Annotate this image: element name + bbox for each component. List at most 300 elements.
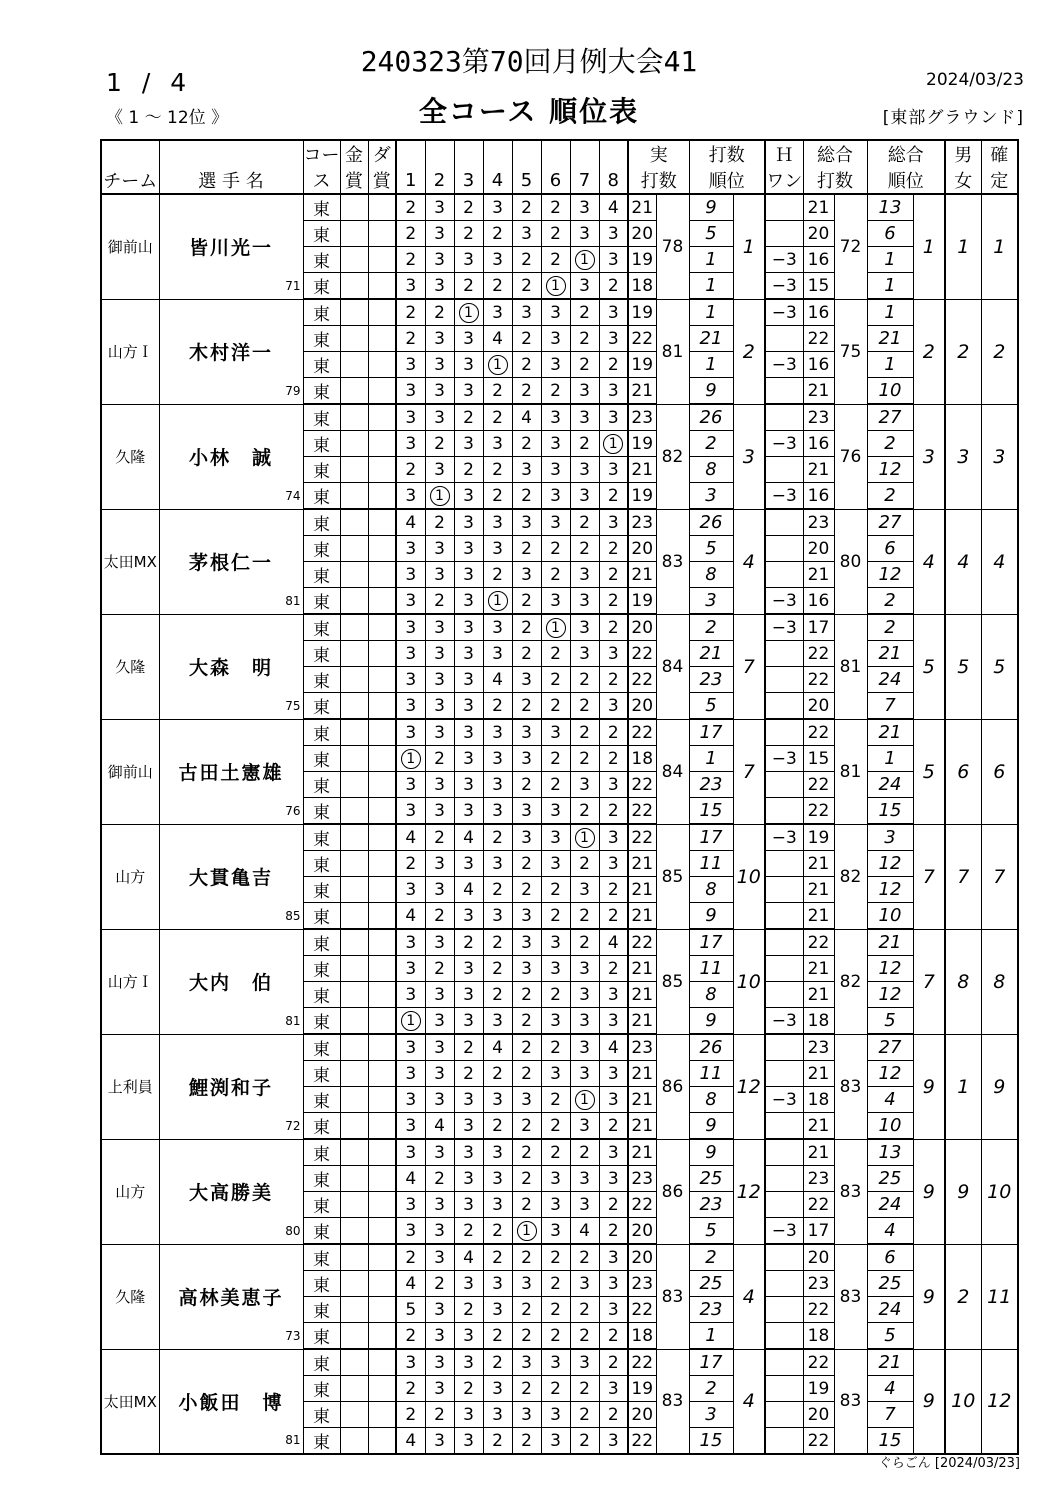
hole-score: 2 <box>570 1297 599 1323</box>
h-one-adjust <box>765 1244 803 1271</box>
gender-rank: 2 <box>945 1244 981 1349</box>
hole-score: 2 <box>570 719 599 746</box>
net-strokes: 22 <box>803 772 834 798</box>
h-one-adjust <box>765 194 803 221</box>
course-cell: 東 <box>303 221 340 247</box>
hole-score: 3 <box>425 562 454 588</box>
hole-score: 2 <box>512 877 541 903</box>
da-prize-cell <box>368 1113 396 1140</box>
gold-prize-cell <box>340 1034 368 1061</box>
hole-score: 4 <box>396 824 425 851</box>
hole-score: 2 <box>512 1008 541 1035</box>
hole-score: 3 <box>396 536 425 562</box>
hole-score: 2 <box>570 1139 599 1166</box>
h-one-adjust: −3 <box>765 614 803 641</box>
round-rank: 9 <box>689 1008 733 1035</box>
h-one-adjust: −3 <box>765 299 803 326</box>
hole-score: 2 <box>541 1271 570 1297</box>
player-handicap: 72 <box>285 1118 301 1133</box>
hole-score: 2 <box>541 194 570 221</box>
col-h-bottom: ワン <box>765 167 803 194</box>
hole-score: 2 <box>512 483 541 510</box>
net-rank: 2 <box>867 483 913 510</box>
net-rank: 12 <box>867 457 913 483</box>
total-rank: 9 <box>913 1034 945 1139</box>
table-row <box>101 1244 1018 1271</box>
hole-score: 3 <box>454 1008 483 1035</box>
hole-score: 3 <box>454 719 483 746</box>
hole-score: 3 <box>454 1087 483 1113</box>
round-strokes: 19 <box>628 483 656 510</box>
hole-score: 2 <box>396 1402 425 1428</box>
hole-score: 2 <box>483 221 512 247</box>
hole-score: 4 <box>483 1034 512 1061</box>
hole-score: 3 <box>599 1166 628 1192</box>
team-name: 久隆 <box>101 1244 159 1349</box>
hole-score: 3 <box>425 1034 454 1061</box>
hole-score: 2 <box>570 929 599 956</box>
hole-score: 2 <box>454 929 483 956</box>
round-rank: 3 <box>689 1402 733 1428</box>
hole-score: 2 <box>541 877 570 903</box>
hole-score: 3 <box>425 1428 454 1455</box>
hole-score: 3 <box>570 641 599 667</box>
final-rank: 6 <box>981 719 1018 824</box>
course-cell: 東 <box>303 1087 340 1113</box>
col-hole-8: 8 <box>599 167 628 194</box>
hole-score: 2 <box>483 1113 512 1140</box>
course-cell: 東 <box>303 1244 340 1271</box>
round-rank: 1 <box>689 352 733 378</box>
hole-score: 3 <box>599 772 628 798</box>
net-rank: 12 <box>867 982 913 1008</box>
hole-score <box>396 1008 425 1035</box>
team-name: 御前山 <box>101 719 159 824</box>
total-strokes: 83 <box>834 1244 867 1349</box>
da-prize-cell <box>368 404 396 431</box>
hole-score: 3 <box>454 1113 483 1140</box>
da-prize-cell <box>368 1349 396 1376</box>
player-name <box>159 1139 303 1244</box>
hole-score: 3 <box>570 1008 599 1035</box>
hole-score: 3 <box>512 1349 541 1376</box>
table-row <box>101 299 1018 326</box>
round-strokes: 23 <box>628 404 656 431</box>
net-strokes: 21 <box>803 562 834 588</box>
hole-score: 3 <box>454 614 483 641</box>
hole-score: 4 <box>454 877 483 903</box>
actual-rank: 7 <box>733 719 765 824</box>
gold-prize-cell <box>340 877 368 903</box>
hole-score: 3 <box>454 509 483 536</box>
course-cell: 東 <box>303 1323 340 1350</box>
hole-score: 3 <box>454 483 483 510</box>
hole-score: 3 <box>512 824 541 851</box>
course-cell: 東 <box>303 851 340 877</box>
hole-score: 2 <box>396 299 425 326</box>
net-strokes: 21 <box>803 877 834 903</box>
round-strokes: 21 <box>628 877 656 903</box>
table-row <box>101 1034 1018 1061</box>
total-strokes: 75 <box>834 299 867 404</box>
hole-score: 2 <box>425 588 454 615</box>
total-rank: 4 <box>913 509 945 614</box>
hole-score: 2 <box>425 299 454 326</box>
total-rank: 9 <box>913 1349 945 1454</box>
hole-score: 2 <box>454 1297 483 1323</box>
col-confirm-bottom: 定 <box>981 167 1018 194</box>
hole-score: 3 <box>425 719 454 746</box>
round-strokes: 19 <box>628 431 656 457</box>
net-strokes: 22 <box>803 1192 834 1218</box>
h-one-adjust: −3 <box>765 746 803 772</box>
hole-score: 3 <box>512 719 541 746</box>
gold-prize-cell <box>340 772 368 798</box>
h-one-adjust: −3 <box>765 352 803 378</box>
h-one-adjust <box>765 457 803 483</box>
gold-prize-cell <box>340 1323 368 1350</box>
net-strokes: 21 <box>803 1113 834 1140</box>
hole-score: 2 <box>512 1428 541 1455</box>
net-rank: 24 <box>867 1297 913 1323</box>
da-prize-cell <box>368 352 396 378</box>
hole-score: 2 <box>483 956 512 982</box>
hole-score <box>541 273 570 300</box>
round-rank: 25 <box>689 1166 733 1192</box>
hole-score: 3 <box>483 641 512 667</box>
round-rank: 23 <box>689 1192 733 1218</box>
final-rank: 10 <box>981 1139 1018 1244</box>
gold-prize-cell <box>340 929 368 956</box>
round-rank: 3 <box>689 588 733 615</box>
hole-score: 2 <box>454 221 483 247</box>
round-strokes: 22 <box>628 1192 656 1218</box>
venue-label: [東部グラウンド] <box>882 108 1024 128</box>
gold-prize-cell <box>340 1087 368 1113</box>
hole-score: 2 <box>483 1061 512 1087</box>
hole-score: 3 <box>396 483 425 510</box>
gold-prize-cell <box>340 1244 368 1271</box>
course-cell: 東 <box>303 614 340 641</box>
hole-score: 2 <box>483 562 512 588</box>
course-cell: 東 <box>303 719 340 746</box>
hole-score: 2 <box>541 1297 570 1323</box>
hole-score: 4 <box>512 404 541 431</box>
course-cell: 東 <box>303 1166 340 1192</box>
net-strokes: 16 <box>803 299 834 326</box>
round-strokes: 19 <box>628 1376 656 1402</box>
hole-score: 3 <box>541 1218 570 1245</box>
hole-score: 2 <box>483 929 512 956</box>
total-rank: 7 <box>913 929 945 1034</box>
hole-score: 3 <box>483 1402 512 1428</box>
gold-prize-cell <box>340 824 368 851</box>
course-cell: 東 <box>303 824 340 851</box>
hole-score: 2 <box>483 1244 512 1271</box>
course-cell: 東 <box>303 562 340 588</box>
total-rank: 1 <box>913 194 945 299</box>
player-handicap: 80 <box>285 1223 301 1238</box>
hole-score: 3 <box>425 641 454 667</box>
h-one-adjust <box>765 956 803 982</box>
actual-total: 85 <box>656 824 689 929</box>
hole-score: 2 <box>541 562 570 588</box>
net-rank: 15 <box>867 1428 913 1455</box>
rank-range: 《 1 ～ 12位 》 <box>106 108 229 128</box>
footer-credit: ぐらごん [2024/03/23] <box>878 1456 1020 1471</box>
hole-score: 3 <box>512 956 541 982</box>
hole-score: 3 <box>541 1428 570 1455</box>
net-rank: 1 <box>867 273 913 300</box>
net-strokes: 21 <box>803 1061 834 1087</box>
net-strokes: 21 <box>803 851 834 877</box>
gold-prize-cell <box>340 798 368 825</box>
round-strokes: 18 <box>628 746 656 772</box>
hole-score: 2 <box>541 1139 570 1166</box>
hole-score: 3 <box>425 614 454 641</box>
team-name: 久隆 <box>101 614 159 719</box>
player-name-text: 茅根仁一 <box>188 552 273 574</box>
da-prize-cell <box>368 299 396 326</box>
hole-score: 2 <box>512 536 541 562</box>
hole-score: 3 <box>541 719 570 746</box>
player-handicap: 76 <box>285 803 301 818</box>
hole-score: 3 <box>425 798 454 825</box>
total-rank: 5 <box>913 614 945 719</box>
da-prize-cell <box>368 929 396 956</box>
final-rank: 4 <box>981 509 1018 614</box>
net-rank: 4 <box>867 1376 913 1402</box>
hole-score: 2 <box>483 1323 512 1350</box>
hole-score: 3 <box>454 352 483 378</box>
net-rank: 15 <box>867 798 913 825</box>
net-rank: 1 <box>867 299 913 326</box>
gender-rank: 7 <box>945 824 981 929</box>
da-prize-cell <box>368 1376 396 1402</box>
hole-score: 3 <box>599 824 628 851</box>
h-one-adjust: −3 <box>765 1218 803 1245</box>
da-prize-cell <box>368 1244 396 1271</box>
course-cell: 東 <box>303 1428 340 1455</box>
hole-score: 3 <box>425 851 454 877</box>
hole-score: 2 <box>483 273 512 300</box>
net-strokes: 22 <box>803 929 834 956</box>
hole-score: 2 <box>541 982 570 1008</box>
da-prize-cell <box>368 247 396 273</box>
course-cell: 東 <box>303 1349 340 1376</box>
round-strokes: 21 <box>628 1139 656 1166</box>
hole-score: 3 <box>541 326 570 352</box>
course-cell: 東 <box>303 1192 340 1218</box>
hole-score: 2 <box>512 1192 541 1218</box>
hole-score: 4 <box>396 1166 425 1192</box>
round-strokes: 22 <box>628 1428 656 1455</box>
gold-prize-cell <box>340 1218 368 1245</box>
hole-score: 5 <box>396 1297 425 1323</box>
hole-score: 3 <box>396 1113 425 1140</box>
gold-prize-cell <box>340 536 368 562</box>
course-cell: 東 <box>303 457 340 483</box>
h-one-adjust <box>765 1271 803 1297</box>
hole-score: 3 <box>570 772 599 798</box>
hole-score: 2 <box>425 903 454 930</box>
round-rank: 9 <box>689 1139 733 1166</box>
hole-score: 3 <box>454 641 483 667</box>
net-strokes: 19 <box>803 824 834 851</box>
hole-score: 3 <box>454 1402 483 1428</box>
net-rank: 2 <box>867 614 913 641</box>
hole-score: 3 <box>483 1376 512 1402</box>
net-rank: 6 <box>867 536 913 562</box>
round-rank: 21 <box>689 641 733 667</box>
hole-score: 2 <box>454 1376 483 1402</box>
net-rank: 21 <box>867 641 913 667</box>
player-name-text: 高林美恵子 <box>178 1287 284 1309</box>
hole-score: 4 <box>425 1113 454 1140</box>
hole-score <box>570 247 599 273</box>
net-strokes: 20 <box>803 221 834 247</box>
hole-score: 2 <box>396 1376 425 1402</box>
h-one-adjust <box>765 641 803 667</box>
hole-score: 2 <box>512 1113 541 1140</box>
hole-in-one-mark: 1 <box>546 276 566 296</box>
hole-score: 3 <box>483 1166 512 1192</box>
team-name: 山方 <box>101 824 159 929</box>
hole-score: 3 <box>599 982 628 1008</box>
hole-score: 3 <box>396 667 425 693</box>
round-rank: 8 <box>689 877 733 903</box>
col-actual-bottom: 打数 <box>628 167 689 194</box>
hole-score: 2 <box>599 1323 628 1350</box>
round-rank: 11 <box>689 956 733 982</box>
round-strokes: 20 <box>628 1244 656 1271</box>
hole-score: 3 <box>570 1061 599 1087</box>
round-strokes: 21 <box>628 194 656 221</box>
round-rank: 23 <box>689 1297 733 1323</box>
hole-score: 3 <box>512 299 541 326</box>
round-rank: 2 <box>689 1244 733 1271</box>
hole-score: 3 <box>396 982 425 1008</box>
hole-score: 2 <box>483 378 512 405</box>
final-rank: 7 <box>981 824 1018 929</box>
hole-score: 3 <box>454 1192 483 1218</box>
net-strokes: 21 <box>803 1139 834 1166</box>
hole-in-one-mark: 1 <box>603 434 623 454</box>
hole-score: 4 <box>396 1271 425 1297</box>
course-cell: 東 <box>303 299 340 326</box>
hole-score: 3 <box>599 326 628 352</box>
round-strokes: 22 <box>628 667 656 693</box>
net-strokes: 18 <box>803 1008 834 1035</box>
total-rank: 9 <box>913 1139 945 1244</box>
hole-score: 3 <box>599 1271 628 1297</box>
gold-prize-cell <box>340 1402 368 1428</box>
hole-score: 3 <box>425 1297 454 1323</box>
hole-score: 2 <box>425 956 454 982</box>
hole-in-one-mark: 1 <box>488 355 508 375</box>
total-strokes: 81 <box>834 614 867 719</box>
gender-rank: 3 <box>945 404 981 509</box>
hole-score: 3 <box>454 851 483 877</box>
col-hole-2: 2 <box>425 167 454 194</box>
hole-score: 3 <box>396 772 425 798</box>
hole-score: 2 <box>512 641 541 667</box>
net-rank: 6 <box>867 1244 913 1271</box>
h-one-adjust: −3 <box>765 588 803 615</box>
hole-score <box>483 588 512 615</box>
hole-score: 3 <box>483 903 512 930</box>
round-strokes: 21 <box>628 562 656 588</box>
round-rank: 2 <box>689 431 733 457</box>
hole-score: 3 <box>570 273 599 300</box>
net-rank: 10 <box>867 903 913 930</box>
hole-score <box>570 824 599 851</box>
hole-score: 3 <box>396 1192 425 1218</box>
hole-score: 2 <box>570 299 599 326</box>
hole-score: 3 <box>396 1139 425 1166</box>
actual-total: 84 <box>656 614 689 719</box>
gender-rank: 1 <box>945 194 981 299</box>
h-one-adjust: −3 <box>765 1087 803 1113</box>
hole-score: 4 <box>454 1244 483 1271</box>
hole-score: 3 <box>599 1061 628 1087</box>
round-rank: 1 <box>689 273 733 300</box>
net-strokes: 22 <box>803 667 834 693</box>
net-strokes: 15 <box>803 746 834 772</box>
net-strokes: 16 <box>803 352 834 378</box>
hole-score: 2 <box>599 588 628 615</box>
hole-score: 2 <box>425 824 454 851</box>
round-rank: 1 <box>689 247 733 273</box>
hole-score: 2 <box>541 1376 570 1402</box>
course-cell: 東 <box>303 1218 340 1245</box>
h-one-adjust: −3 <box>765 1008 803 1035</box>
hole-in-one-mark: 1 <box>430 486 450 506</box>
hole-score: 3 <box>454 247 483 273</box>
actual-total: 81 <box>656 299 689 404</box>
total-rank: 2 <box>913 299 945 404</box>
gold-prize-cell <box>340 431 368 457</box>
actual-rank: 1 <box>733 194 765 299</box>
hole-score: 3 <box>570 194 599 221</box>
h-one-adjust <box>765 1297 803 1323</box>
gold-prize-cell <box>340 1376 368 1402</box>
hole-score: 3 <box>425 326 454 352</box>
h-one-adjust <box>765 536 803 562</box>
da-prize-cell <box>368 378 396 405</box>
hole-score: 3 <box>454 326 483 352</box>
h-one-adjust <box>765 1376 803 1402</box>
hole-score: 3 <box>483 719 512 746</box>
hole-score: 2 <box>396 326 425 352</box>
round-strokes: 19 <box>628 352 656 378</box>
course-cell: 東 <box>303 1271 340 1297</box>
table-row <box>101 719 1018 746</box>
h-one-adjust <box>765 1061 803 1087</box>
hole-score: 3 <box>425 693 454 720</box>
net-strokes: 21 <box>803 982 834 1008</box>
hole-score: 3 <box>396 352 425 378</box>
actual-total: 82 <box>656 404 689 509</box>
hole-score: 3 <box>570 1349 599 1376</box>
page-subtitle: 全コース 順位表 <box>418 95 640 128</box>
actual-rank: 3 <box>733 404 765 509</box>
gold-prize-cell <box>340 1113 368 1140</box>
hole-in-one-mark: 1 <box>459 303 479 323</box>
hole-score <box>454 299 483 326</box>
table-row <box>101 1349 1018 1376</box>
course-cell: 東 <box>303 798 340 825</box>
